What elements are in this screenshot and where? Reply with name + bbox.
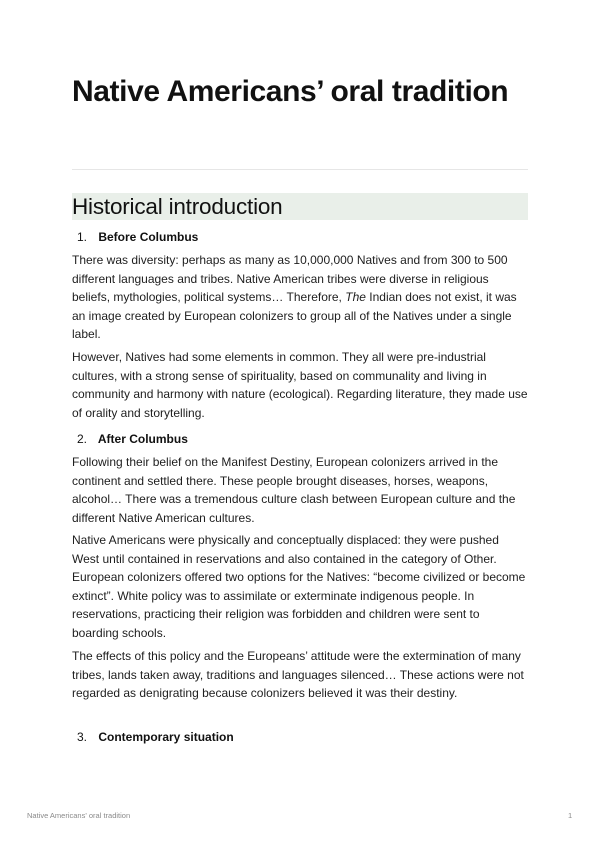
paragraph-text: There was diversity: perhaps as many as 10,000,000 Natives and from 300 to 500 different languages and tribes. Native American tribes were diverse in religious beliefs, mythologies, political systems… Therefore, [72, 253, 508, 304]
paragraph-text: Indian does not exist, it was an image created by European colonizers to group all of the Natives under a single label. [72, 290, 517, 341]
list-item-after-columbus [77, 430, 188, 448]
list-number: 3. [77, 730, 88, 744]
list-item-contemporary [77, 728, 234, 746]
paragraph-common-elements: However, Natives had some elements in common. They all were pre-industrial cultures, with a strong sense of spirituality, based on communality and living in community and harmony with nature (ecological). Regarding literature, they made use of orality and storytelling. [72, 350, 528, 420]
paragraph-diversity [72, 251, 528, 344]
list-heading: After Columbus [97, 432, 188, 446]
page-title: Native Americans’ oral tradition [72, 75, 509, 108]
emphasis-text: The [345, 290, 366, 304]
footer-page-number: 1 [568, 811, 573, 820]
paragraph-displacement: Native Americans were physically and conceptually displaced: they were pushed West until contained in reservations and also contained in the category of Other. European colonizers offered two options for the Natives: “become civilized or become extinct”. White policy was to assimilate or exterminate indigenous people. In reservations, practicing their religion was forbidden and children were sent to boarding schools. [72, 533, 526, 640]
list-number: 2. [77, 432, 88, 446]
list-item-before-columbus [77, 228, 198, 246]
footer-title: Native Americans' oral tradition [27, 811, 131, 820]
section-heading: Historical introduction [72, 193, 528, 220]
list-heading: Contemporary situation [98, 730, 234, 744]
title-divider [72, 169, 528, 170]
list-number: 1. [77, 230, 88, 244]
paragraph-manifest-destiny: Following their belief on the Manifest Destiny, European colonizers arrived in the continent and settled there. These people brought diseases, horses, weapons, alcohol… There was a tremendous culture clash between European culture and the different Native American cultures. [72, 455, 516, 525]
list-heading: Before Columbus [98, 230, 199, 244]
paragraph-effects: The effects of this policy and the Europeans’ attitude were the extermination of many tribes, lands taken away, traditions and languages silenced… These actions were not regarded as denigrating because colonizers believed it was their destiny. [72, 649, 524, 700]
